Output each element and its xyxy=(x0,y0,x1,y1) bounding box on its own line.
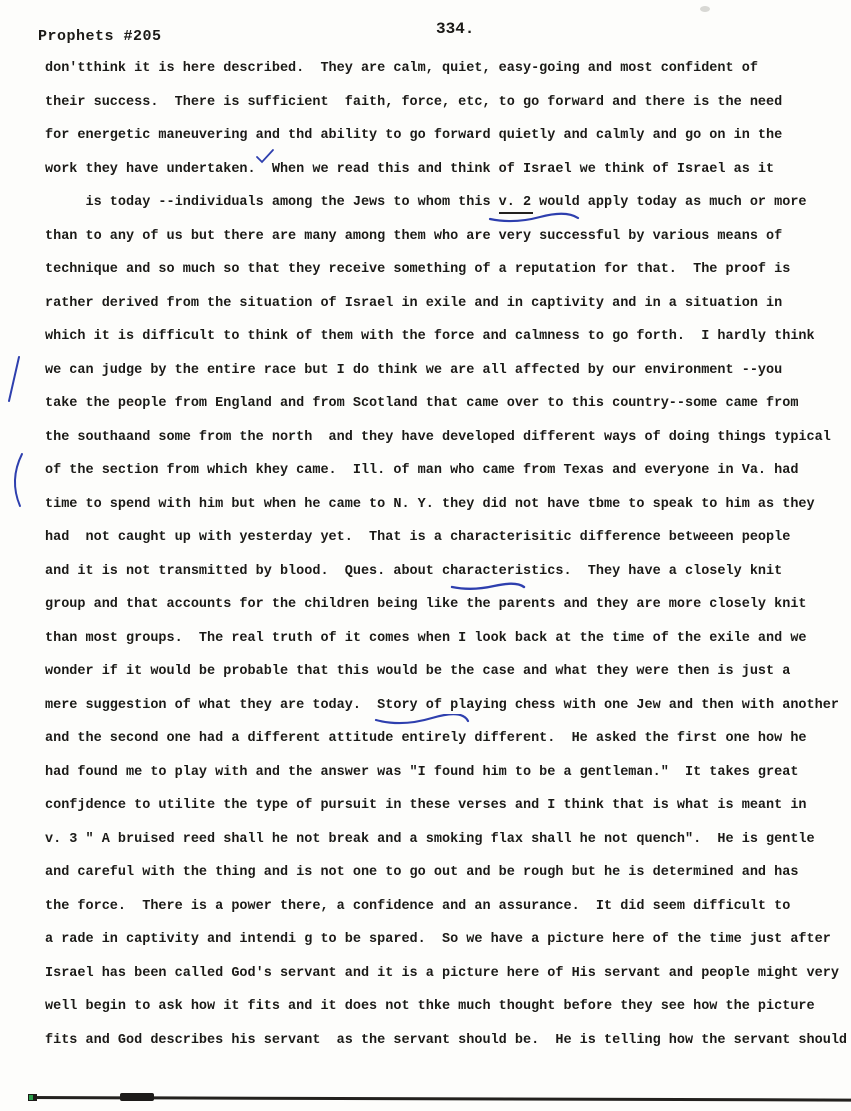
text-line: we can judge by the entire race but I do think we are all affected by our environment --you xyxy=(45,362,783,378)
text-line: the force. There is a power there, a confidence and an assurance. It did seem difficult to xyxy=(45,898,791,914)
text-line: group and that accounts for the children being like the parents and they are more closely knit xyxy=(45,597,807,612)
text-line: of the section from which khey came. Ill. of man who came from Texas and everyone in Va. had xyxy=(45,463,799,478)
text-line: than most groups. The real truth of it comes when I look back at the time of the exile and we xyxy=(45,630,807,646)
text-line: their success. There is sufficient faith, force, etc, to go forward and there is the need xyxy=(45,94,783,110)
text-line: confjdence to utilite the type of pursuit in these verses and I think that is what is meant in xyxy=(45,798,807,813)
scan-smudge xyxy=(700,6,710,12)
text-line: technique and so much so that they receive something of a reputation for that. The proof is xyxy=(45,262,791,277)
typewritten-text-block xyxy=(45,52,848,1057)
text-line: v. 3 " A bruised reed shall he not break and a smoking flax shall he not quench". He is gentle xyxy=(45,831,815,847)
ink-margin-slash xyxy=(5,355,23,403)
text-line: time to spend with him but when he came to N. Y. they did not have tbme to speak to him as they xyxy=(45,496,815,512)
text-line: and careful with the thing and is not one to go out and be rough but he is determined and has xyxy=(45,865,799,880)
text-line: mere suggestion of what they are today. Story of playing chess with one Jew and then with another xyxy=(45,697,839,713)
text-line: for energetic maneuvering and thd ability to go forward quietly and calmly and go on in the xyxy=(45,128,783,143)
text-line: had found me to play with and the answer was "I found him to be a gentleman." It takes great xyxy=(45,764,799,780)
ink-margin-paren xyxy=(7,452,27,508)
green-speck xyxy=(29,1095,33,1100)
text-line: fits and God describes his servant as the servant should be. He is telling how the servant should xyxy=(45,1032,848,1048)
text-line: the southaand some from the north and they have developed different ways of doing things typical xyxy=(45,429,831,445)
text-line: wonder if it would be probable that this would be the case and what they were then is just a xyxy=(45,664,791,679)
text-line: and the second one had a different attitude entirely different. He asked the first one how he xyxy=(45,731,807,746)
text-line: a rade in captivity and intendi g to be spared. So we have a picture here of the time just after xyxy=(45,932,831,947)
text-line: work they have undertaken. When we read this and think of Israel we think of Israel as it xyxy=(45,161,775,177)
text-line: which it is difficult to think of them with the force and calmness to go forth. I hardly think xyxy=(45,329,815,344)
page-number: 334. xyxy=(436,20,475,38)
text-line: don'tthink it is here described. They are calm, quiet, easy-going and most confident of xyxy=(45,61,758,76)
text-line: had not caught up with yesterday yet. That is a characterisitic difference betweeen people xyxy=(45,530,791,545)
text-line: is today --individuals among the Jews to whom this v. 2 would apply today as much or more xyxy=(45,195,807,210)
text-line: than to any of us but there are many among them who are very successful by various means of xyxy=(45,228,783,244)
text-line: rather derived from the situation of Israel in exile and in captivity and in a situation in xyxy=(45,295,783,311)
text-line: and it is not transmitted by blood. Ques. about characteristics. They have a closely knit xyxy=(45,563,783,579)
bottom-text-blob xyxy=(120,1093,154,1101)
text-line: Israel has been called God's servant and it is a picture here of His servant and people might very xyxy=(45,965,839,981)
text-line: take the people from England and from Scotland that came over to this country--some came from xyxy=(45,396,799,411)
text-line: well begin to ask how it fits and it does not thke much thought before they see how the picture xyxy=(45,999,815,1014)
document-title: Prophets #205 xyxy=(38,28,162,45)
